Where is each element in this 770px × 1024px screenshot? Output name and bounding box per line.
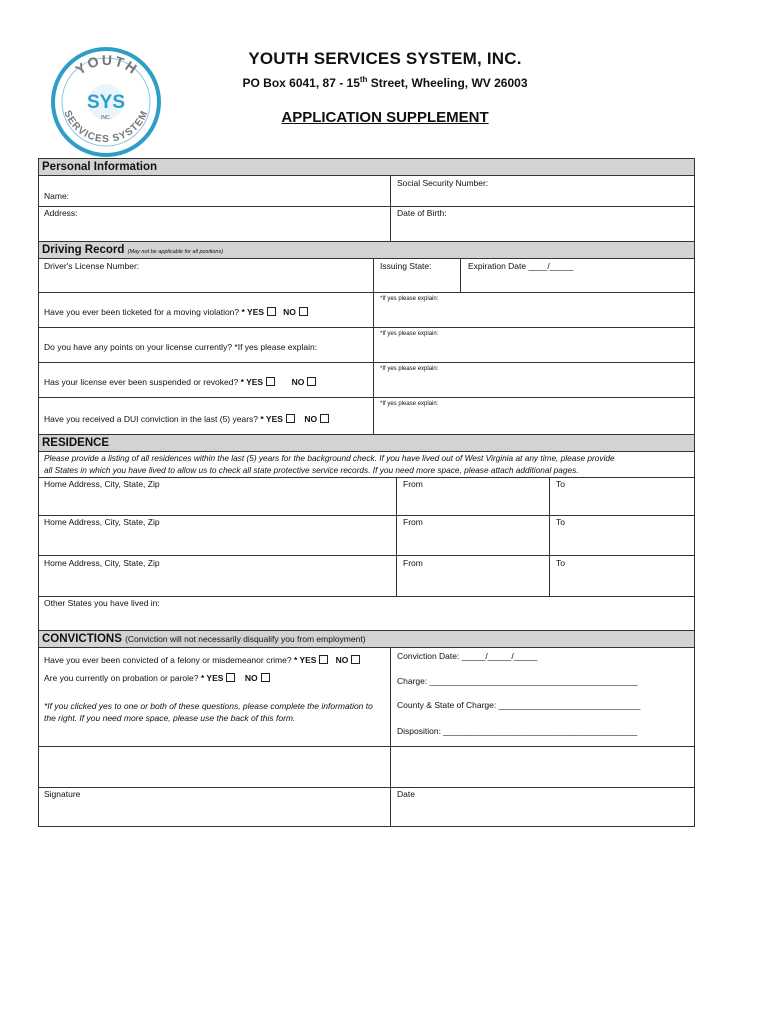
- convictions-instructions: *If you clicked yes to one or both of these questions, please complete the information to the right. If you need more space, please use the back of this form.: [44, 701, 373, 723]
- rule: [38, 158, 39, 827]
- from-label: From: [403, 517, 423, 527]
- to-label: To: [556, 558, 565, 568]
- driving-note: (May not be applicable for all positions): [127, 249, 224, 255]
- date-label: Date: [397, 789, 415, 799]
- rule: [38, 362, 695, 363]
- yes-checkbox[interactable]: [286, 414, 295, 423]
- signature-label: Signature: [44, 789, 81, 799]
- question-probation: Are you currently on probation or parole? * YES NO: [44, 673, 270, 684]
- home-address-label: Home Address, City, State, Zip: [44, 479, 160, 489]
- name-label: Name:: [44, 191, 70, 201]
- rule: [38, 477, 695, 478]
- rule: [38, 555, 695, 556]
- organization-address: PO Box 6041, 87 - 15th Street, Wheeling, WV 26003: [242, 75, 528, 90]
- explain-label: *If yes please explain:: [380, 366, 439, 372]
- rule: [38, 515, 695, 516]
- rule: [38, 158, 695, 159]
- rule: [38, 241, 695, 242]
- rule: [390, 175, 391, 241]
- no-checkbox[interactable]: [299, 307, 308, 316]
- to-label: To: [556, 517, 565, 527]
- home-address-label: Home Address, City, State, Zip: [44, 558, 160, 568]
- logo-center-text: SYS: [86, 92, 126, 113]
- question-license-suspended: Has your license ever been suspended or revoked? * YES NO: [44, 377, 316, 388]
- from-label: From: [403, 558, 423, 568]
- rule: [38, 434, 695, 435]
- rule: [38, 327, 695, 328]
- logo-inc-text: INC.: [101, 115, 111, 121]
- dob-label: Date of Birth:: [397, 208, 447, 218]
- yes-checkbox[interactable]: [266, 377, 275, 386]
- rule: [396, 477, 397, 596]
- charge-field[interactable]: Charge: ____________________________________________: [397, 676, 638, 686]
- rule: [373, 258, 374, 434]
- yes-checkbox[interactable]: [267, 307, 276, 316]
- from-label: From: [403, 479, 423, 489]
- home-address-label: Home Address, City, State, Zip: [44, 517, 160, 527]
- conviction-date-field[interactable]: Conviction Date: _____/_____/_____: [397, 651, 538, 661]
- rule: [38, 596, 695, 597]
- other-states-label: Other States you have lived in:: [44, 598, 160, 608]
- license-number-label: Driver's License Number:: [44, 261, 140, 271]
- section-title-convictions: CONVICTIONS (Conviction will not necessarily disqualify you from employment): [42, 633, 366, 645]
- rule: [390, 647, 391, 827]
- rule: [38, 826, 695, 827]
- rule: [38, 292, 695, 293]
- yes-checkbox[interactable]: [226, 673, 235, 682]
- rule: [38, 175, 695, 176]
- disposition-field[interactable]: Disposition: _________________________________________: [397, 726, 638, 736]
- residence-instructions-line-1: Please provide a listing of all residences within the last (5) years for the background check. If you have lived out of West Virginia at any time, please provide: [44, 453, 615, 463]
- rule: [38, 647, 695, 648]
- county-state-field[interactable]: County & State of Charge: ______________________________: [397, 700, 641, 710]
- section-title-personal: Personal Information: [42, 161, 158, 173]
- ssn-label: Social Security Number:: [397, 178, 489, 188]
- rule: [694, 158, 695, 827]
- organization-title: YOUTH SERVICES SYSTEM, INC.: [248, 49, 522, 68]
- rule: [38, 787, 695, 788]
- question-convicted: Have you ever been convicted of a felony or misdemeanor crime? * YES NO: [44, 655, 360, 666]
- logo-word-bottom: SERVICES SYSTEM: [61, 108, 151, 146]
- question-license-points: Do you have any points on your license currently? *If yes please explain:: [44, 342, 318, 352]
- rule: [38, 630, 695, 631]
- no-checkbox[interactable]: [261, 673, 270, 682]
- rule: [460, 258, 461, 292]
- expiration-date-label: Expiration Date ____/_____: [468, 261, 574, 271]
- rule: [549, 477, 550, 596]
- explain-label: *If yes please explain:: [380, 296, 439, 302]
- address-label: Address:: [44, 208, 78, 218]
- section-title-residence: RESIDENCE: [42, 437, 110, 449]
- no-checkbox[interactable]: [320, 414, 329, 423]
- question-dui-conviction: Have you received a DUI conviction in the last (5) years? * YES NO: [44, 414, 329, 425]
- rule: [38, 451, 695, 452]
- no-checkbox[interactable]: [307, 377, 316, 386]
- yes-checkbox[interactable]: [319, 655, 328, 664]
- explain-label: *If yes please explain:: [380, 401, 439, 407]
- issuing-state-label: Issuing State:: [380, 261, 432, 271]
- question-moving-violation: Have you ever been ticketed for a moving violation? * YES NO: [44, 307, 308, 318]
- rule: [38, 746, 695, 747]
- residence-instructions-line-2: all States in which you have lived to allow us to check all state protective service records. If you need more space, please attach additional pages.: [44, 465, 579, 475]
- section-title-driving: Driving Record (May not be applicable for all positions): [42, 244, 224, 256]
- logo-word-top: YOUTH: [72, 51, 142, 78]
- document-title: APPLICATION SUPPLEMENT: [281, 109, 489, 126]
- to-label: To: [556, 479, 565, 489]
- no-checkbox[interactable]: [351, 655, 360, 664]
- convictions-note: (Conviction will not necessarily disqualify you from employment): [125, 634, 366, 644]
- section-band-residence: [38, 434, 695, 451]
- explain-label: *If yes please explain:: [380, 331, 439, 337]
- rule: [38, 206, 695, 207]
- rule: [38, 397, 695, 398]
